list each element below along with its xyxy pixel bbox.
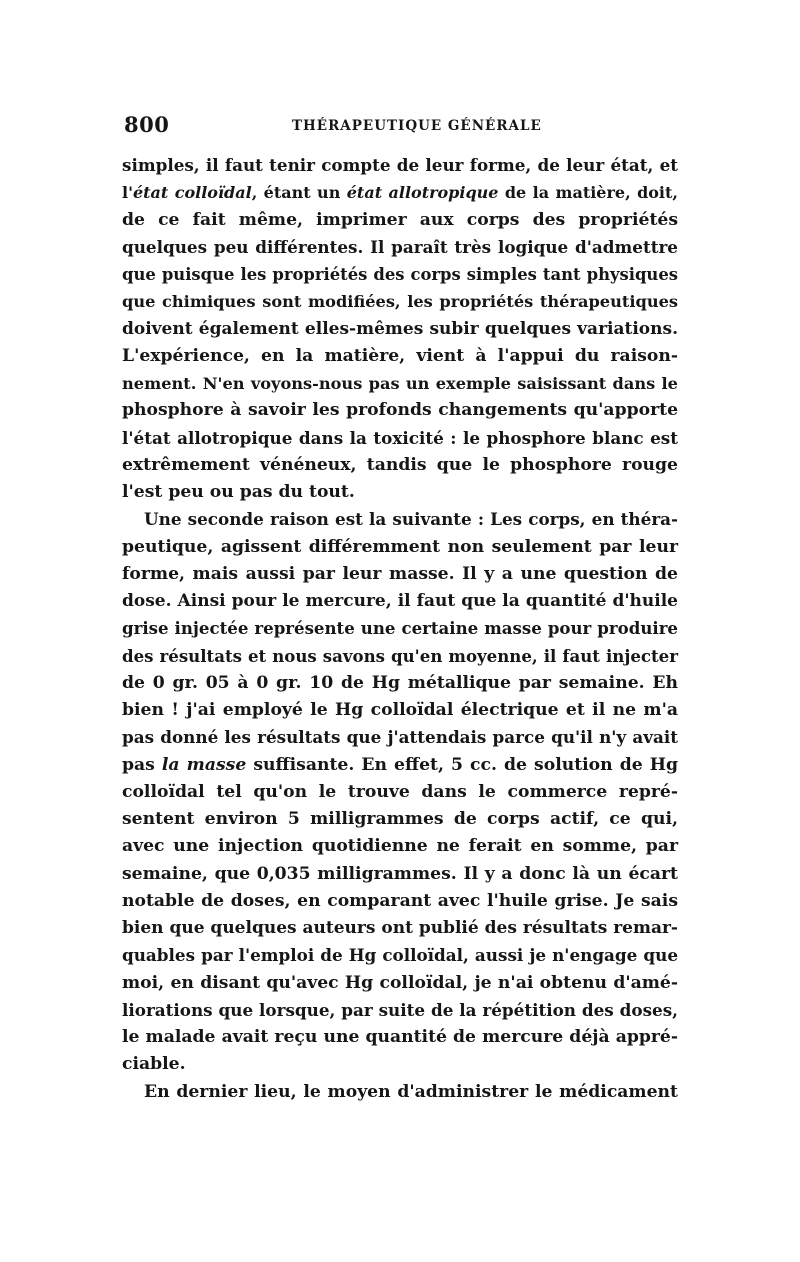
page-number: 800	[124, 112, 170, 137]
text-line	[122, 343, 678, 370]
text-line	[122, 888, 678, 915]
text-segment: liorations que lorsque, par suite de la répétition des doses,	[122, 999, 678, 1020]
text-segment: de 0 gr. 05 à 0 gr. 10 de Hg métallique par semaine. Eh	[122, 672, 678, 693]
text-line	[122, 152, 678, 179]
text-line	[122, 970, 678, 997]
text-segment: l'	[122, 183, 133, 203]
text-line	[122, 506, 678, 533]
text-line	[122, 997, 678, 1024]
text-line	[122, 1079, 678, 1106]
text-segment: grise injectée représente une certaine masse pour produire	[122, 618, 678, 639]
text-line	[122, 397, 678, 424]
text-line	[122, 588, 678, 615]
text-segment: bien que quelques auteurs ont publié des résultats remar-	[122, 918, 678, 938]
text-segment: , étant un	[251, 183, 347, 203]
text-segment: des résultats et nous savons qu'en moyenne, il faut injecter	[122, 645, 678, 666]
text-segment: extrêmement vénéneux, tandis que le phosphore rouge	[122, 454, 678, 475]
text-segment: doivent également elles-mêmes subir quelques variations.	[122, 318, 678, 339]
text-segment: de ce fait même, imprimer aux corps des propriétés	[122, 209, 678, 230]
text-segment: colloïdal tel qu'on le trouve dans le commerce repré-	[122, 781, 678, 802]
text-segment: moi, en disant qu'avec Hg colloïdal, je n'ai obtenu d'amé-	[122, 972, 678, 993]
running-title: THÉRAPEUTIQUE GÉNÉRALE	[292, 118, 542, 134]
text-segment: notable de doses, en comparant avec l'huile grise. Je sais	[122, 890, 678, 911]
text-line	[122, 643, 678, 670]
text-line	[122, 207, 678, 234]
text-line	[122, 833, 678, 860]
text-segment: bien ! j'ai employé le Hg colloïdal électrique et il ne m'a	[122, 700, 678, 720]
text-segment: phosphore à savoir les profonds changements qu'apporte	[122, 400, 678, 421]
text-line	[122, 615, 678, 642]
text-line	[122, 915, 678, 942]
text-segment: le malade avait reçu une quantité de mercure déjà appré-	[122, 1027, 678, 1047]
text-segment: quables par l'emploi de Hg colloïdal, aussi je n'engage que	[122, 945, 678, 966]
text-line	[122, 261, 678, 288]
text-segment: Une seconde raison est la suivante : Les corps, en théra-	[144, 509, 678, 530]
text-line	[122, 534, 678, 561]
text-segment: En dernier lieu, le moyen d'administrer le médicament	[144, 1081, 678, 1102]
text-segment: simples, il faut tenir compte de leur forme, de leur état, et	[122, 155, 678, 175]
text-line	[122, 670, 678, 697]
text-line	[122, 942, 678, 969]
text-line	[122, 779, 678, 806]
text-line	[122, 752, 678, 779]
italic-text: état colloïdal	[132, 183, 252, 203]
text-line	[122, 561, 678, 588]
page-header	[122, 112, 682, 142]
text-segment: forme, mais aussi par leur masse. Il y a une question de	[122, 563, 678, 584]
text-line	[122, 234, 678, 261]
text-line	[122, 861, 678, 888]
text-segment: pas donné les résultats que j'attendais parce qu'il n'y avait	[122, 727, 678, 748]
text-segment: pas	[122, 754, 162, 775]
text-line	[122, 806, 678, 833]
text-line	[122, 452, 678, 479]
text-segment: de la matière, doit,	[498, 183, 678, 203]
text-line	[122, 724, 678, 751]
text-segment: que puisque les propriétés des corps simples tant physiques	[122, 265, 678, 284]
text-line	[122, 1024, 678, 1051]
text-line	[122, 479, 678, 506]
body-text	[122, 152, 678, 1106]
text-segment: dose. Ainsi pour le mercure, il faut que la quantité d'huile	[122, 591, 678, 611]
text-segment: avec une injection quotidienne ne ferait en somme, par	[122, 836, 678, 857]
italic-text: état allotropique	[346, 183, 499, 203]
text-line	[122, 697, 678, 724]
text-line	[122, 179, 678, 206]
text-line	[122, 288, 678, 315]
text-line	[122, 425, 678, 452]
text-segment: semaine, que 0,035 milligrammes. Il y a donc là un écart	[122, 863, 678, 884]
text-segment: nement. N'en voyons-nous pas un exemple saisissant dans le	[122, 374, 678, 393]
text-segment: l'état allotropique dans la toxicité : le phosphore blanc est	[122, 427, 678, 448]
text-segment: sentent environ 5 milligrammes de corps actif, ce qui,	[122, 809, 678, 829]
text-line	[122, 370, 678, 397]
text-segment: l'est peu ou pas du tout.	[122, 482, 355, 502]
text-line	[122, 316, 678, 343]
text-segment: peutique, agissent différemment non seulement par leur	[122, 536, 678, 557]
text-segment: suffisante. En effet, 5 cc. de solution de Hg	[246, 754, 678, 775]
text-segment: que chimiques sont modifiées, les propriétés thérapeutiques	[122, 292, 678, 312]
text-segment: ciable.	[122, 1054, 186, 1075]
text-segment: quelques peu différentes. Il paraît très logique d'admettre	[122, 236, 678, 257]
italic-text: la masse	[161, 754, 247, 775]
text-line	[122, 1051, 678, 1078]
text-segment: L'expérience, en la matière, vient à l'appui du raison-	[122, 345, 678, 366]
